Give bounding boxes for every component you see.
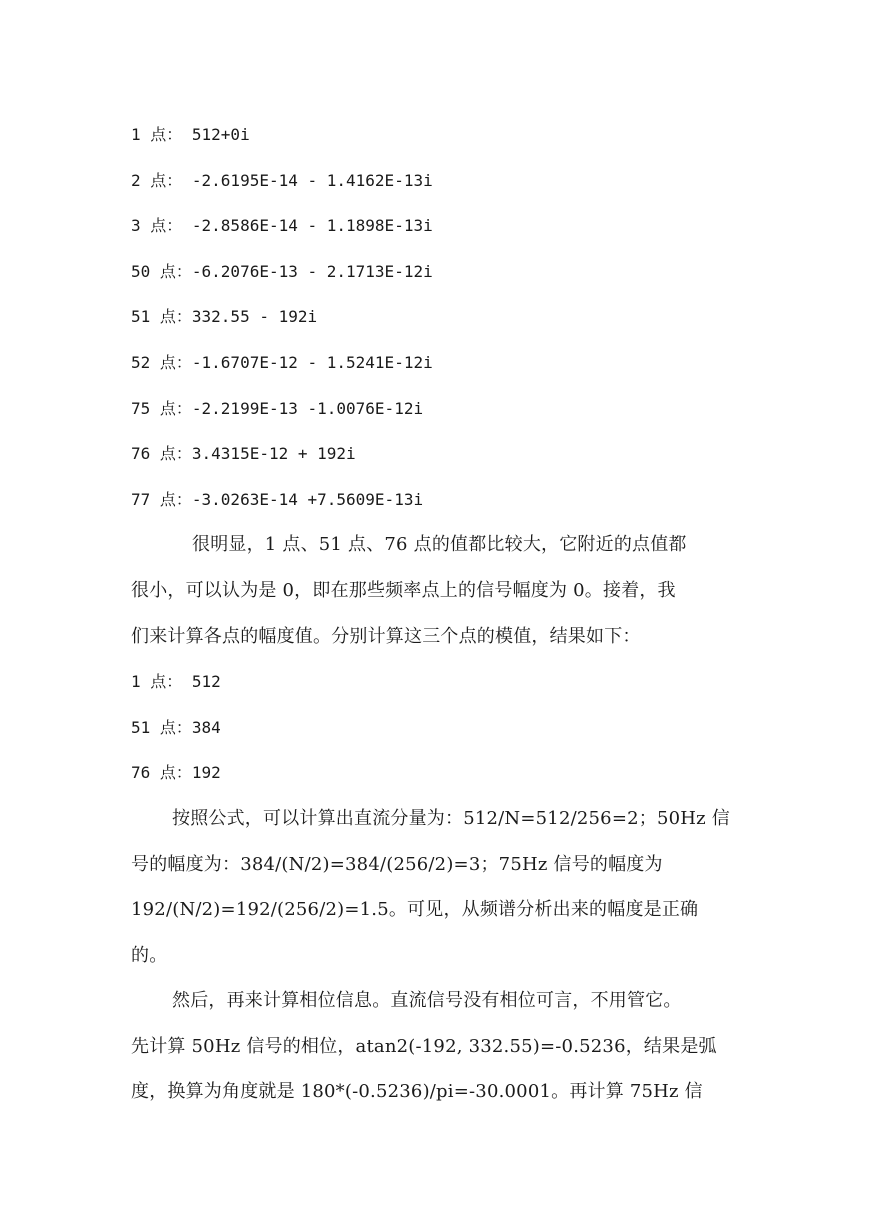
point-line: 2 点： -2.6195E-14 - 1.4162E-13i: [131, 170, 433, 190]
paragraph-phase: [131, 978, 741, 1115]
point-line: 76 点：3.4315E-12 + 192i: [131, 444, 356, 464]
magnitude-line: 1 点： 512: [131, 672, 221, 692]
magnitude-list: [131, 659, 741, 796]
paragraph-line: 很明显，1 点、51 点、76 点的值都比较大，它附近的点值都: [192, 534, 687, 556]
point-line: 51 点：332.55 - 192i: [131, 307, 318, 327]
paragraph-amplitude: [131, 796, 741, 978]
paragraph-line: 号的幅度为：384/(N/2)=384/(256/2)=3；75Hz 信号的幅度为: [131, 853, 663, 875]
paragraph-analysis: [131, 522, 741, 659]
paragraph-line: 的。: [131, 944, 168, 966]
point-line: 1 点： 512+0i: [131, 125, 250, 144]
paragraph-line: 然后，再来计算相位信息。直流信号没有相位可言，不用管它。: [172, 990, 682, 1012]
paragraph-line: 度，换算为角度就是 180*(-0.5236)/pi=-30.0001。再计算 75Hz 信: [131, 1081, 703, 1103]
paragraph-line: 192/(N/2)=192/(256/2)=1.5。可见，从频谱分析出来的幅度是正确: [131, 899, 699, 921]
magnitude-line: 51 点：384: [131, 717, 221, 737]
point-line: 50 点：-6.2076E-13 - 2.1713E-12i: [131, 261, 433, 281]
point-line: 52 点：-1.6707E-12 - 1.5241E-12i: [131, 352, 433, 372]
fft-points-list: [131, 112, 741, 522]
paragraph-line: 们来计算各点的幅度值。分别计算这三个点的模值，结果如下：: [131, 625, 641, 647]
point-line: 75 点：-2.2199E-13 -1.0076E-12i: [131, 398, 424, 418]
document-page: [131, 112, 741, 1115]
paragraph-line: 很小，可以认为是 0，即在那些频率点上的信号幅度为 0。接着，我: [131, 579, 676, 601]
paragraph-line: 先计算 50Hz 信号的相位，atan2(-192, 332.55)=-0.5236，结果是弧: [131, 1035, 717, 1057]
magnitude-line: 76 点：192: [131, 763, 221, 783]
point-line: 3 点： -2.8586E-14 - 1.1898E-13i: [131, 216, 433, 236]
point-line: 77 点：-3.0263E-14 +7.5609E-13i: [131, 489, 424, 509]
paragraph-line: 按照公式，可以计算出直流分量为：512/N=512/256=2；50Hz 信: [172, 807, 730, 829]
